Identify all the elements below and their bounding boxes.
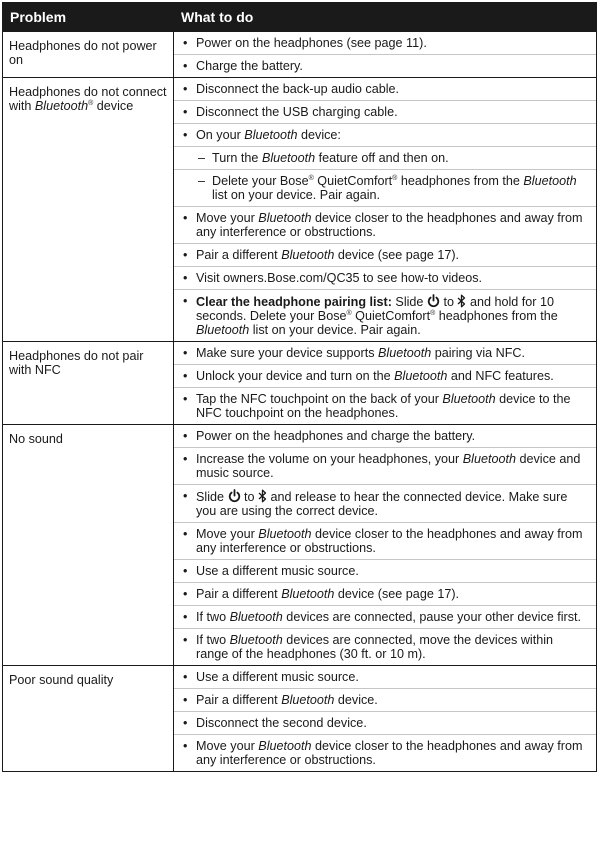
list-item: • Power on the headphones and charge the battery. [183, 429, 476, 443]
bullet-icon: • [183, 564, 188, 578]
bullet-icon: • [183, 36, 188, 50]
list-item: • Increase the volume on your headphones, your Bluetooth device and music source. [174, 447, 596, 484]
list-item: • Unlock your device and turn on the Bluetooth and NFC features. [174, 364, 596, 387]
solution-cell [174, 666, 597, 772]
list-item: • If two Bluetooth devices are connected, pause your other device first. [174, 605, 596, 628]
list-item: • If two Bluetooth devices are connected, move the devices within range of the headphones (30 ft. or 10 m). [174, 628, 596, 665]
bullet-icon: • [183, 716, 188, 730]
bullet-icon: • [183, 489, 188, 503]
problem-cell: Headphones do not connect with Bluetooth® device [3, 78, 174, 342]
solution-cell [174, 342, 597, 425]
table-row [3, 425, 597, 666]
list-item: • Tap the NFC touchpoint on the back of your Bluetooth device to the NFC touchpoint on the headphones. [174, 387, 596, 424]
bullet-icon: • [183, 693, 188, 707]
power-icon [427, 294, 440, 308]
bullet-icon: • [183, 59, 188, 73]
bullet-icon: • [183, 429, 188, 443]
troubleshooting-table [2, 2, 597, 772]
table-row [3, 78, 597, 342]
list-item: • Clear the headphone pairing list: Slide to and hold for 10 seconds. Delete your Bose® QuietComfort® headphones from the Bluetooth list on your device. Pair again. [174, 289, 596, 341]
bullet-icon: • [183, 82, 188, 96]
solution-cell [174, 78, 597, 342]
bullet-icon: • [183, 211, 188, 225]
bullet-icon: • [183, 294, 188, 308]
problem-cell: Headphones do not power on [3, 32, 174, 78]
list-item: • Use a different music source. [174, 559, 596, 582]
dash-icon: – [198, 174, 206, 188]
bullet-icon: • [183, 271, 188, 285]
bullet-icon: • [183, 392, 188, 406]
list-item: • Disconnect the second device. [174, 711, 596, 734]
bullet-icon: • [183, 527, 188, 541]
power-icon [228, 489, 241, 503]
list-item: • Use a different music source. [183, 670, 359, 684]
list-item: • Pair a different Bluetooth device. [174, 688, 596, 711]
list-item: • Visit owners.Bose.com/QC35 to see how-to videos. [174, 266, 596, 289]
bullet-icon: • [183, 105, 188, 119]
bullet-icon: • [183, 670, 188, 684]
table-row [3, 32, 597, 78]
sub-list-item: – Delete your Bose® QuietComfort® headphones from the Bluetooth list on your device. Pair again. [174, 169, 596, 206]
problem-cell: No sound [3, 425, 174, 666]
header-problem: Problem [3, 3, 174, 32]
bluetooth-icon [258, 489, 267, 503]
list-item: • Move your Bluetooth device closer to the headphones and away from any interference or obstructions. [174, 734, 596, 771]
bullet-icon: • [183, 369, 188, 383]
table-row [3, 666, 597, 772]
bullet-icon: • [183, 633, 188, 647]
table-row [3, 342, 597, 425]
problem-cell: Headphones do not pair with NFC [3, 342, 174, 425]
list-item: • Charge the battery. [174, 54, 596, 77]
solution-cell [174, 425, 597, 666]
bullet-icon: • [183, 346, 188, 360]
list-item: • Pair a different Bluetooth device (see page 17). [174, 243, 596, 266]
dash-icon: – [198, 151, 206, 165]
bullet-icon: • [183, 587, 188, 601]
bullet-icon: • [183, 128, 188, 142]
list-item: • Disconnect the USB charging cable. [174, 100, 596, 123]
bullet-icon: • [183, 610, 188, 624]
table-header-row [3, 3, 597, 32]
solution-cell [174, 32, 597, 78]
list-item: • Move your Bluetooth device closer to the headphones and away from any interference or obstructions. [174, 522, 596, 559]
list-item: • Slide to and release to hear the connected device. Make sure you are using the correct device. [174, 484, 596, 522]
list-item: • Make sure your device supports Bluetooth pairing via NFC. [183, 346, 526, 360]
list-item: • Pair a different Bluetooth device (see page 17). [174, 582, 596, 605]
problem-cell: Poor sound quality [3, 666, 174, 772]
header-what-to-do: What to do [174, 3, 597, 32]
bullet-icon: • [183, 248, 188, 262]
bullet-icon: • [183, 452, 188, 466]
list-item: • On your Bluetooth device: [174, 123, 596, 146]
list-item: • Disconnect the back-up audio cable. [183, 82, 400, 96]
bullet-icon: • [183, 739, 188, 753]
list-item: • Power on the headphones (see page 11). [183, 36, 427, 50]
sub-list-item: – Turn the Bluetooth feature off and then on. [174, 146, 596, 169]
list-item: • Move your Bluetooth device closer to the headphones and away from any interference or obstructions. [174, 206, 596, 243]
